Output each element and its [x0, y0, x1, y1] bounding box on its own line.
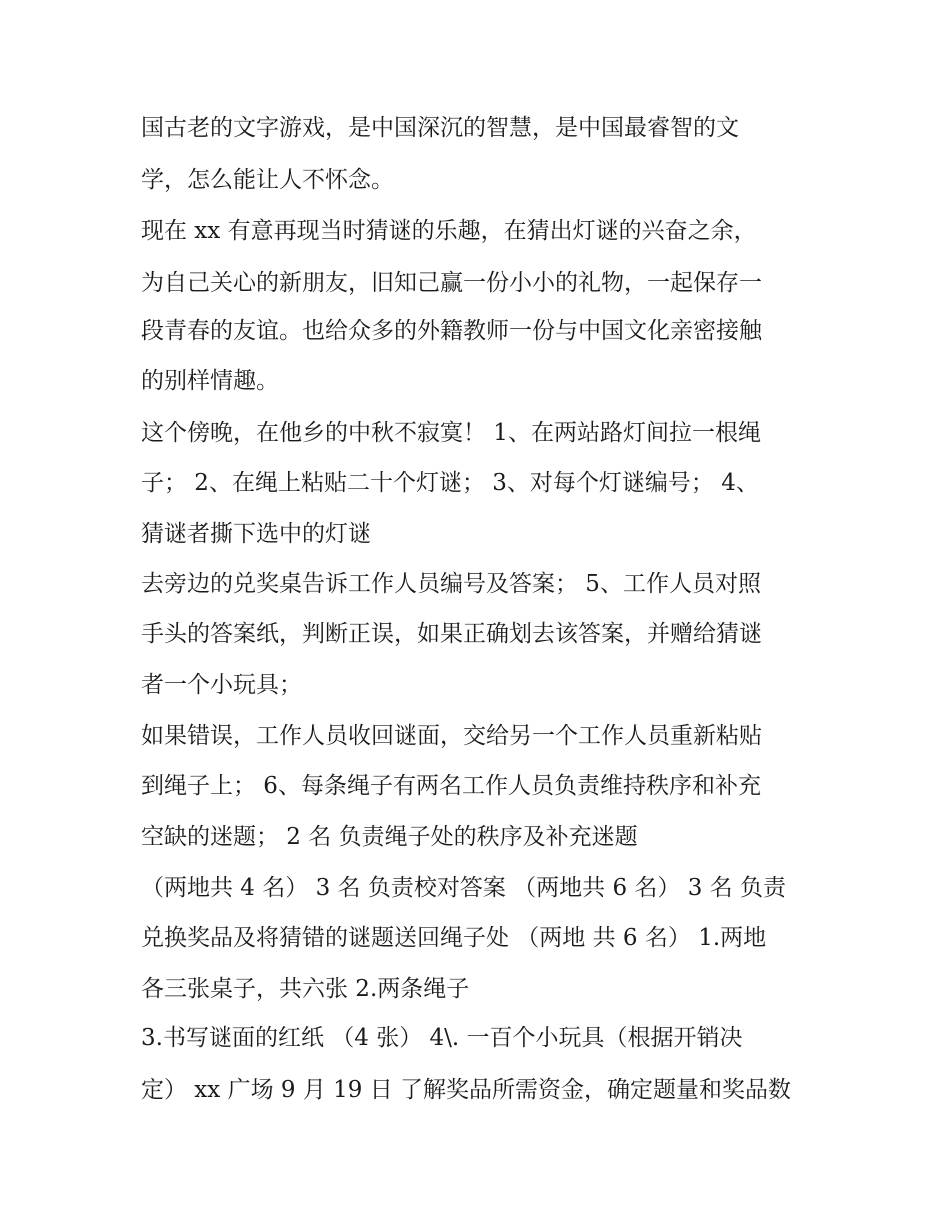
text-line: 猜谜者撕下选中的灯谜	[141, 521, 371, 547]
text-line: 学，怎么能让人不怀念。	[141, 167, 394, 193]
text-line: 定） xx 广场 9 月 19 日 了解奖品所需资金，确定题量和奖品数	[141, 1077, 792, 1103]
text-line: 段青春的友谊。也给众多的外籍教师一份与中国文化亲密接触	[141, 318, 762, 344]
text-line: 子； 2、在绳上粘贴二十个灯谜； 3、对每个灯谜编号； 4、	[141, 470, 759, 496]
text-line: 如果错误，工作人员收回谜面，交给另一个工作人员重新粘贴	[141, 723, 762, 749]
text-line: 空缺的迷题； 2 名 负责绳子处的秩序及补充迷题	[141, 824, 638, 850]
text-line: 国古老的文字游戏，是中国深沉的智慧，是中国最睿智的文	[141, 115, 739, 141]
text-line: 3.书写谜面的红纸 （4 张） 4\. 一百个小玩具（根据开销决	[141, 1025, 743, 1051]
text-line: 手头的答案纸，判断正误，如果正确划去该答案，并赠给猜谜	[141, 621, 762, 647]
text-line: 的别样情趣。	[141, 368, 279, 394]
text-line: 为自己关心的新朋友，旧知己赢一份小小的礼物，一起保存一	[141, 270, 762, 296]
text-line: 各三张桌子，共六张 2.两条绳子	[141, 976, 470, 1002]
text-line: 兑换奖品及将猜错的谜题送回绳子处 （两地 共 6 名） 1.两地	[141, 925, 767, 951]
text-line: 现在 xx 有意再现当时猜谜的乐趣，在猜出灯谜的兴奋之余，	[141, 218, 757, 244]
text-line: 去旁边的兑奖桌告诉工作人员编号及答案； 5、工作人员对照	[141, 571, 761, 597]
text-line: 这个傍晚，在他乡的中秋不寂寞！ 1、在两站路灯间拉一根绳	[141, 420, 761, 446]
text-line: 者一个小玩具；	[141, 672, 302, 698]
text-line: （两地共 4 名） 3 名 负责校对答案 （两地共 6 名） 3 名 负责	[141, 875, 786, 901]
text-line: 到绳子上； 6、每条绳子有两名工作人员负责维持秩序和补充	[141, 773, 761, 799]
